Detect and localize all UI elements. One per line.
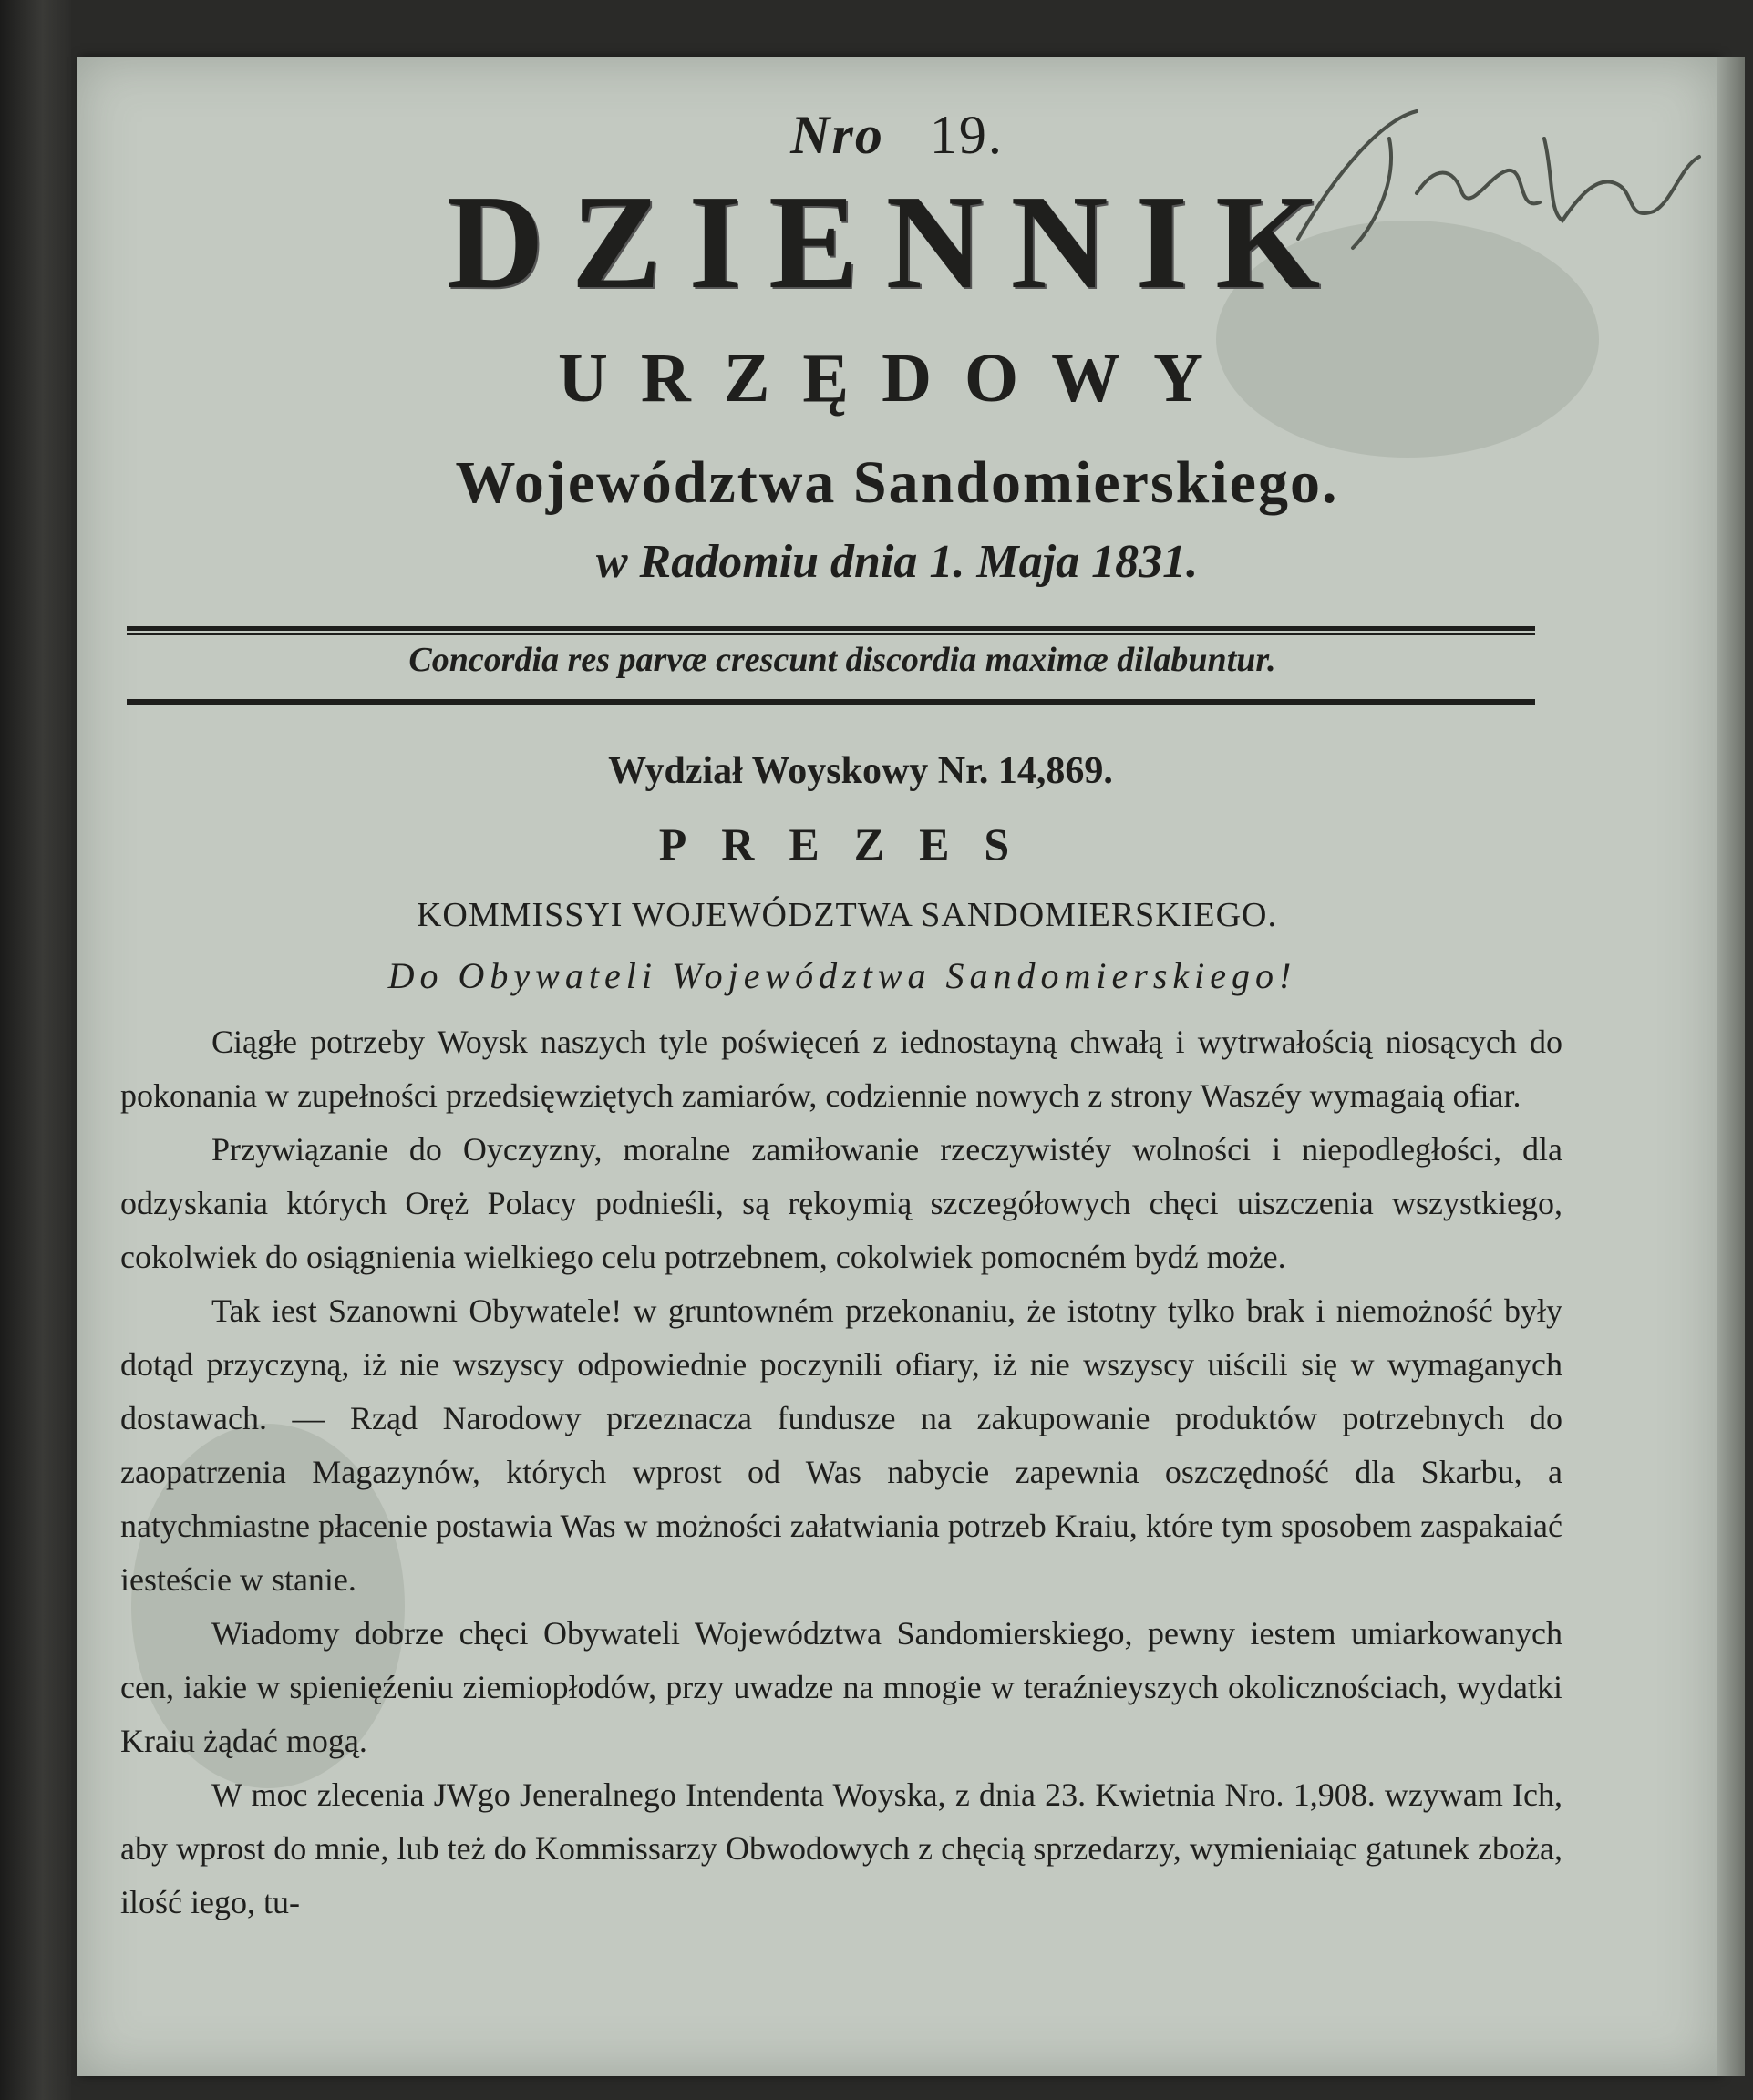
- paragraph: Ciągłe potrzeby Woysk naszych tyle poświęceń z iednostayną chwałą i wytrwałością niosących do pokonania w zupełności przedsięwziętych zamiarów, codziennie nowych z strony Waszéy wymagaią ofiar.: [120, 1024, 1562, 1114]
- masthead-title: DZIENNIK: [446, 168, 1348, 317]
- divider-rule: [127, 626, 1535, 631]
- masthead-subtitle: URZĘDOWY: [557, 340, 1237, 417]
- binding-spine: [0, 0, 71, 2100]
- divider-rule: [127, 633, 1535, 635]
- issue-label: Nro: [790, 105, 884, 165]
- paragraph: Wiadomy dobrze chęci Obywateli Województwa Sandomierskiego, pewny iestem umiarkowanych cen, iakie w spienięźeniu ziemiopłodów, przy uwadze na mnogie w teraźnieyszych okolicznościach, wydatki Kraiu żądać mogą.: [120, 1615, 1562, 1759]
- issue-value: 19.: [929, 105, 1004, 165]
- section-subheading: KOMMISSYI WOJEWÓDZTWA SANDOMIERSKIEGO.: [416, 896, 1277, 934]
- issue-number: [77, 104, 1717, 167]
- paragraph: Tak iest Szanowni Obywatele! w gruntowném przekonaniu, że istotny tylko brak i niemożność były dotąd przyczyną, iż nie wszyscy odpowiednie poczynili ofiary, iż nie wszyscy uiścili się w wymaganych dostawach. — Rząd Narodowy przeznacza fundusze na zakupowanie produktów potrzebnych do zaopatrzenia Magazynów, których wprost od Was nabycie zapewnia oszczędność dla Skarbu, a natychmiastne płacenie postawia Was w możności załatwiania potrzeb Kraiu, które tym sposobem zaspakaiać iesteście w stanie.: [120, 1292, 1562, 1598]
- motto: Concordia res parvæ crescunt discordia maximæ dilabuntur.: [408, 641, 1276, 679]
- article-body: [120, 1015, 1562, 1930]
- department-line: Wydział Woyskowy Nr. 14,869.: [608, 750, 1113, 792]
- newspaper-page: [77, 57, 1717, 2076]
- paragraph: W moc zlecenia JWgo Jeneralnego Intendenta Woyska, z dnia 23. Kwietnia Nro. 1,908. wzywam Ich, aby wprost do mnie, lub też do Kommissarzy Obwodowych z chęcią sprzedarzy, wymieniaiąc gatunek zboża, ilość iego, tu-: [120, 1776, 1562, 1920]
- masthead-region: Województwa Sandomierskiego.: [455, 449, 1339, 516]
- place-date: w Radomiu dnia 1. Maja 1831.: [595, 536, 1199, 588]
- section-heading: PREZES: [658, 818, 1045, 870]
- paragraph: Przywiązanie do Oyczyzny, moralne zamiłowanie rzeczywistéy wolności i niepodległości, dla odzyskania których Oręż Polacy podnieśli, są rękoymią szczegółowych chęci uiszczenia wszystkiego, cokolwiek do osiągnienia wielkiego celu potrzebnem, cokolwiek pomocném bydź może.: [120, 1131, 1562, 1275]
- salutation: Do Obywateli Województwa Sandomierskiego!: [387, 955, 1297, 996]
- divider-rule: [127, 699, 1535, 705]
